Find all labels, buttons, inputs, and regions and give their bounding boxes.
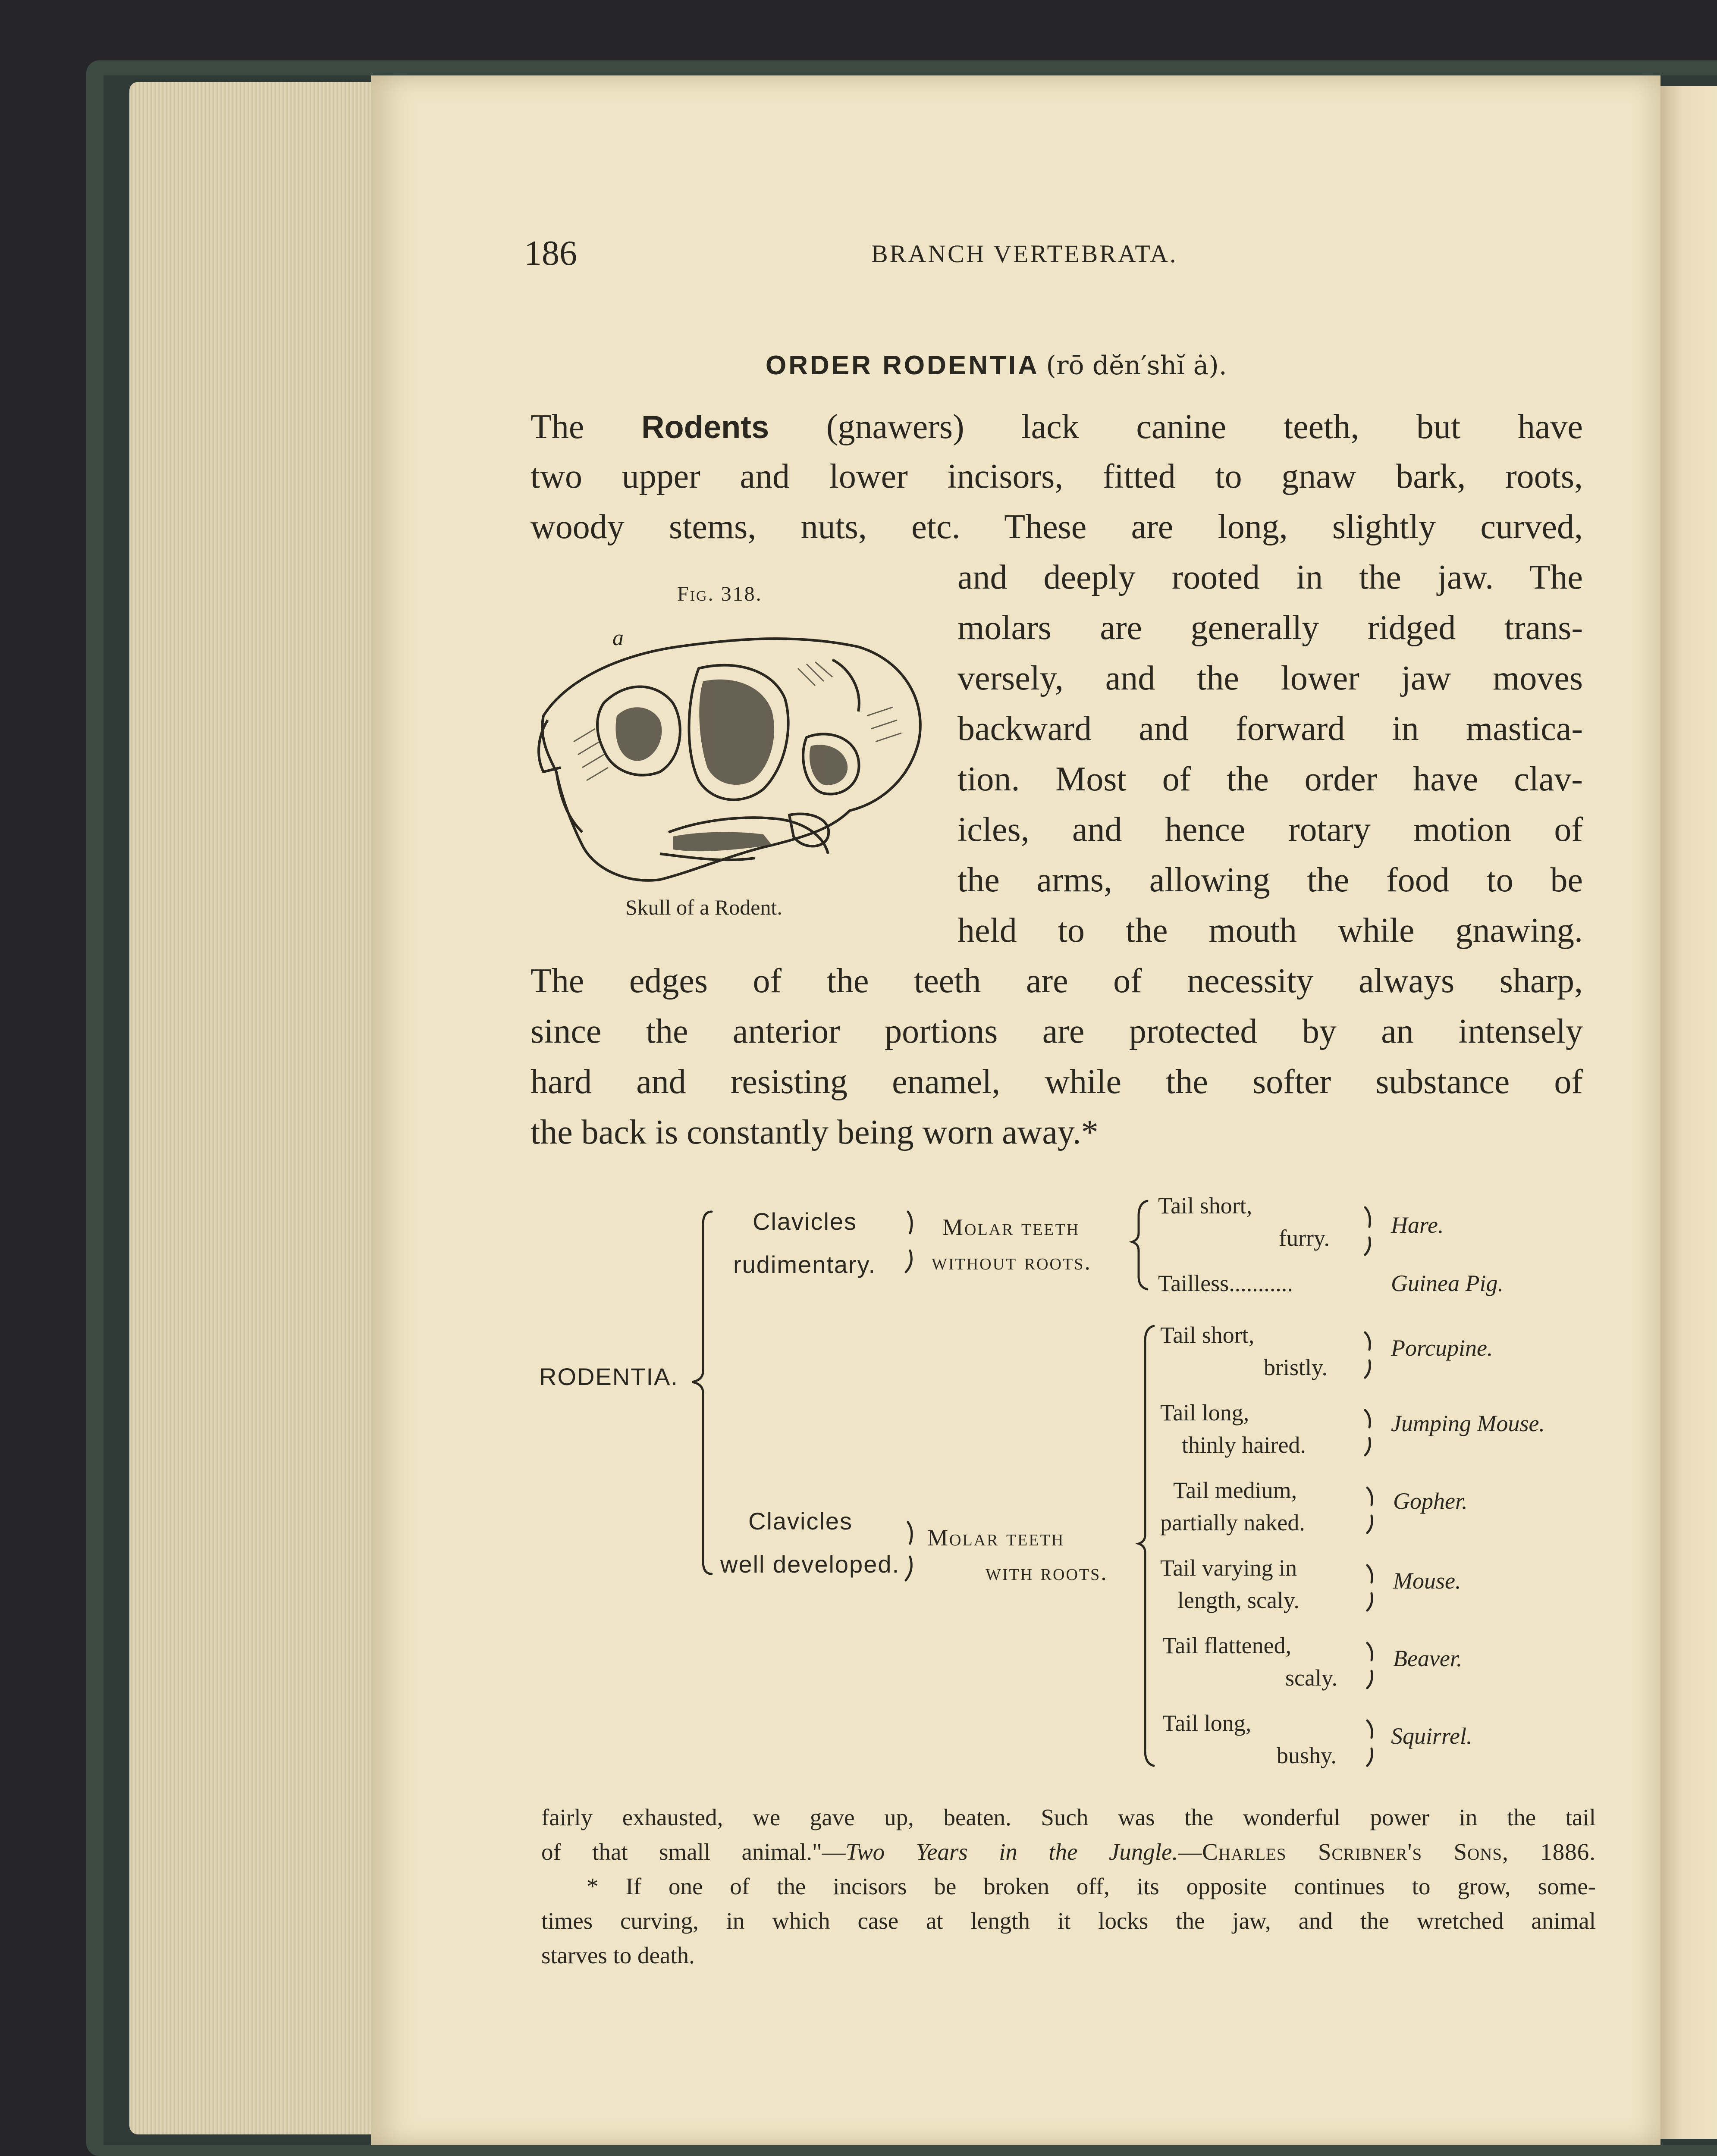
animal-hare: Hare. bbox=[1391, 1212, 1444, 1238]
group-gopher-line1: Tail medium, bbox=[1173, 1477, 1297, 1503]
group-squirrel-line1: Tail long, bbox=[1162, 1710, 1252, 1736]
footnote-incisors-line1: * If one of the incisors be broken off, its opposite continues to grow, some- bbox=[587, 1873, 1596, 1899]
figure-caption: Skull of a Rodent. bbox=[625, 895, 782, 919]
footnote-continuation-line2: of that small animal."—Two Years in the Jungle.—Charles Scribner's Sons, 1886. bbox=[541, 1839, 1596, 1865]
group-porcupine-line1: Tail short, bbox=[1160, 1322, 1255, 1348]
group-mouse-line1: Tail varying in bbox=[1160, 1555, 1297, 1581]
clavicles-well-developed-line1: Clavicles bbox=[748, 1507, 853, 1535]
animal-gopher: Gopher. bbox=[1393, 1488, 1468, 1514]
molar-without-roots-line2: without roots. bbox=[932, 1249, 1092, 1275]
body-line-12: The edges of the teeth are of necessity always sharp, bbox=[530, 962, 1583, 1000]
body-line-5: molars are generally ridged trans- bbox=[957, 609, 1583, 647]
animal-guinea-pig: Guinea Pig. bbox=[1391, 1270, 1504, 1296]
body-line-4: and deeply rooted in the jaw. The bbox=[957, 558, 1583, 596]
group-jumping-mouse-line2: thinly haired. bbox=[1182, 1432, 1306, 1458]
class-root: RODENTIA. bbox=[539, 1363, 678, 1390]
section-title bbox=[766, 350, 1227, 381]
footnote-continuation-line1: fairly exhausted, we gave up, beaten. Such was the wonderful power in the tail bbox=[541, 1804, 1596, 1830]
animal-beaver: Beaver. bbox=[1393, 1645, 1463, 1671]
animal-jumping-mouse: Jumping Mouse. bbox=[1391, 1410, 1545, 1436]
body-line-9: icles, and hence rotary motion of bbox=[957, 811, 1583, 849]
body-line-7: backward and forward in mastica- bbox=[957, 710, 1583, 748]
group-tailless-line1: Tailless........... bbox=[1158, 1270, 1293, 1296]
group-hare-line2: furry. bbox=[1279, 1225, 1330, 1251]
facing-page-edge bbox=[1660, 86, 1717, 2139]
body-line-3: woody stems, nuts, etc. These are long, slightly curved, bbox=[530, 508, 1583, 546]
molar-without-roots-line1: Molar teeth bbox=[942, 1214, 1080, 1240]
publisher: —Charles Scribner's Sons, 1886. bbox=[1178, 1839, 1596, 1865]
group-gopher-line2: partially naked. bbox=[1160, 1510, 1305, 1536]
group-jumping-mouse-line1: Tail long, bbox=[1160, 1400, 1249, 1426]
group-hare-line1: Tail short, bbox=[1158, 1193, 1252, 1219]
animal-porcupine: Porcupine. bbox=[1391, 1335, 1493, 1361]
section-pronunciation: (rō dĕn′shĭ ȧ). bbox=[1046, 351, 1227, 381]
clavicles-well-developed-line2: well developed. bbox=[720, 1551, 900, 1578]
body-line-1: The Rodents (gnawers) lack canine teeth, but have bbox=[530, 408, 1583, 446]
body-line-10: the arms, allowing the food to be bbox=[957, 861, 1583, 899]
body-line-14: hard and resisting enamel, while the softer substance of bbox=[530, 1063, 1583, 1101]
body-line-6: versely, and the lower jaw moves bbox=[957, 659, 1583, 697]
clavicles-rudimentary-line2: rudimentary. bbox=[733, 1251, 876, 1278]
page-number: 186 bbox=[524, 233, 577, 273]
page-edges bbox=[129, 82, 371, 2134]
body-line-8: tion. Most of the order have clav- bbox=[957, 760, 1583, 798]
group-beaver-line1: Tail flattened, bbox=[1162, 1633, 1292, 1658]
animal-squirrel: Squirrel. bbox=[1391, 1723, 1472, 1749]
section-title-text: ORDER RODENTIA bbox=[766, 351, 1039, 380]
footnote-incisors-line3: starves to death. bbox=[541, 1942, 695, 1968]
book-title: Two Years in the Jungle. bbox=[845, 1839, 1178, 1865]
molar-with-roots-line1: Molar teeth bbox=[927, 1525, 1065, 1551]
molar-with-roots-line2: with roots. bbox=[986, 1559, 1108, 1585]
group-squirrel-line2: bushy. bbox=[1277, 1742, 1337, 1768]
figure-letter: a bbox=[612, 626, 624, 650]
group-mouse-line2: length, scaly. bbox=[1177, 1587, 1300, 1613]
running-title: BRANCH VERTEBRATA. bbox=[871, 240, 1178, 268]
body-line-15: the back is constantly being worn away.* bbox=[530, 1113, 1099, 1151]
rodent-skull-illustration bbox=[530, 630, 936, 888]
body-line-11: held to the mouth while gnawing. bbox=[957, 912, 1583, 950]
figure-label: Fig. 318. bbox=[677, 583, 763, 605]
group-porcupine-line2: bristly. bbox=[1264, 1354, 1328, 1380]
animal-mouse: Mouse. bbox=[1393, 1568, 1461, 1594]
footnote-incisors-line2: times curving, in which case at length it locks the jaw, and the wretched animal bbox=[541, 1908, 1596, 1934]
body-line-13: since the anterior portions are protected by an intensely bbox=[530, 1012, 1583, 1050]
term-rodents: Rodents bbox=[641, 409, 769, 445]
group-beaver-line2: scaly. bbox=[1285, 1665, 1337, 1691]
clavicles-rudimentary-line1: Clavicles bbox=[753, 1208, 857, 1235]
body-line-2: two upper and lower incisors, fitted to gnaw bark, roots, bbox=[530, 458, 1583, 495]
